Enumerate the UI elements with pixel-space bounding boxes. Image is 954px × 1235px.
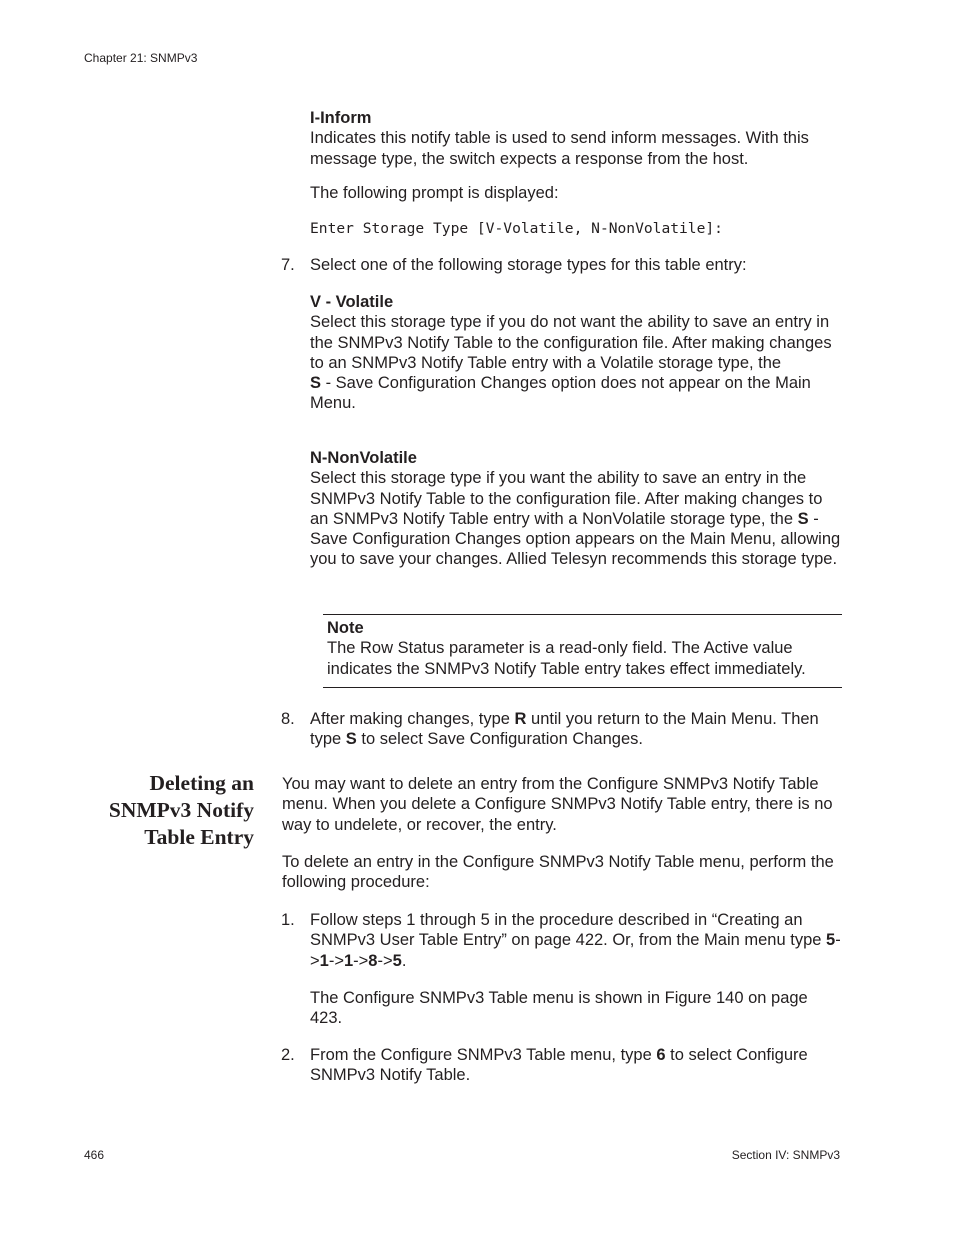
prompt-intro: The following prompt is displayed: <box>310 184 559 202</box>
procedure-step-1-number: 1. <box>281 911 295 929</box>
step-8-key-s: S <box>345 730 357 749</box>
menu-key-2: 1 <box>319 951 329 970</box>
procedure-step-2-text-1: From the Configure SNMPv3 Table menu, type <box>310 1046 657 1064</box>
iinform-term: I-Inform <box>310 109 372 127</box>
procedure-step-2-number: 2. <box>281 1046 295 1064</box>
procedure-step-1-text: Follow steps 1 through 5 in the procedure described in “Creating an SNMPv3 User Table Entry” on page 422. Or, from the Main menu type <box>310 911 827 950</box>
volatile-description-b: - Save Configuration Changes option does not appear on the Main Menu. <box>310 374 811 413</box>
page-number: 466 <box>84 1148 105 1162</box>
section-heading <box>60 770 254 851</box>
menu-arrow-4: -> <box>377 951 393 970</box>
step-8-text-1: After making changes, type <box>310 710 515 728</box>
nonvolatile-term: N-NonVolatile <box>310 449 417 467</box>
section-heading-line-2: SNMPv3 Notify <box>108 798 254 822</box>
procedure-step-2-key: 6 <box>656 1046 666 1064</box>
step-7-text: Select one of the following storage types for this table entry: <box>310 256 747 274</box>
menu-arrow-3: -> <box>353 951 369 970</box>
step-7 <box>281 255 846 275</box>
iinform-description: Indicates this notify table is used to send inform messages. With this message type, the switch expects a response from the host. <box>310 129 809 168</box>
step-8-text-2: until you return to the Main Menu. Then type <box>310 710 819 749</box>
menu-path-end: . <box>401 951 407 970</box>
volatile-description-a: Select this storage type if you do not want the ability to save an entry in the SNMPv3 Notify Table to the configuration file. After making changes to an SNMPv3 Notify Table entry with a Volatile storage type, the <box>310 313 832 372</box>
procedure-step-2 <box>281 1045 846 1086</box>
menu-key-3: 1 <box>343 951 354 970</box>
menu-key-4: 8 <box>368 951 378 970</box>
procedure-step-1 <box>281 910 846 971</box>
section-heading-line-1: Deleting an <box>149 771 254 795</box>
volatile-key: S <box>310 374 322 393</box>
note-top-rule <box>323 614 842 615</box>
procedure-step-2-text-2: to select Configure SNMPv3 Notify Table. <box>310 1046 808 1085</box>
step-7-number: 7. <box>281 256 295 274</box>
volatile-term: V - Volatile <box>310 293 394 311</box>
menu-key-5: 5 <box>392 951 402 970</box>
nonvolatile-description-a: Select this storage type if you want the ability to save an entry in the SNMPv3 Notify Table to the configuration file. After making changes to an SNMPv3 Notify Table entry with a NonVolatile storage type, the <box>310 469 823 528</box>
prompt-code: Enter Storage Type [V-Volatile, N-NonVolatile]: <box>310 220 723 237</box>
section-heading-line-3: Table Entry <box>144 825 254 849</box>
step-8-number: 8. <box>281 710 295 728</box>
note-bottom-rule <box>323 687 842 688</box>
note-title: Note <box>327 619 364 637</box>
menu-arrow-1: -> <box>310 931 841 970</box>
volatile-definition <box>310 292 845 414</box>
iinform-definition <box>310 108 845 169</box>
note-text: The Row Status parameter is a read-only field. The Active value indicates the SNMPv3 Notify Table entry takes effect immediately. <box>327 639 806 678</box>
step-8-text-3: to select Save Configuration Changes. <box>356 730 643 749</box>
running-header: Chapter 21: SNMPv3 <box>84 51 198 65</box>
note <box>327 618 839 679</box>
section-intro-2: To delete an entry in the Configure SNMPv3 Notify Table menu, perform the following procedure: <box>282 853 834 892</box>
section-intro-1: You may want to delete an entry from the Configure SNMPv3 Notify Table menu. When you delete a Configure SNMPv3 Notify Table entry, there is no way to undelete, or recover, the entry. <box>282 775 833 834</box>
nonvolatile-definition <box>310 448 845 570</box>
nonvolatile-key: S <box>797 509 809 528</box>
nonvolatile-description-b: - Save Configuration Changes option appears on the Main Menu, allowing you to save your changes. Allied Telesyn recommends this storage type. <box>310 509 841 569</box>
running-footer-section: Section IV: SNMPv3 <box>731 1148 840 1162</box>
menu-key-1: 5 <box>826 931 836 950</box>
step-8-key-r: R <box>514 710 527 728</box>
step-8 <box>281 709 846 750</box>
menu-arrow-2: -> <box>328 951 344 970</box>
procedure-step-1-followup: The Configure SNMPv3 Table menu is shown in Figure 140 on page 423. <box>310 989 808 1028</box>
